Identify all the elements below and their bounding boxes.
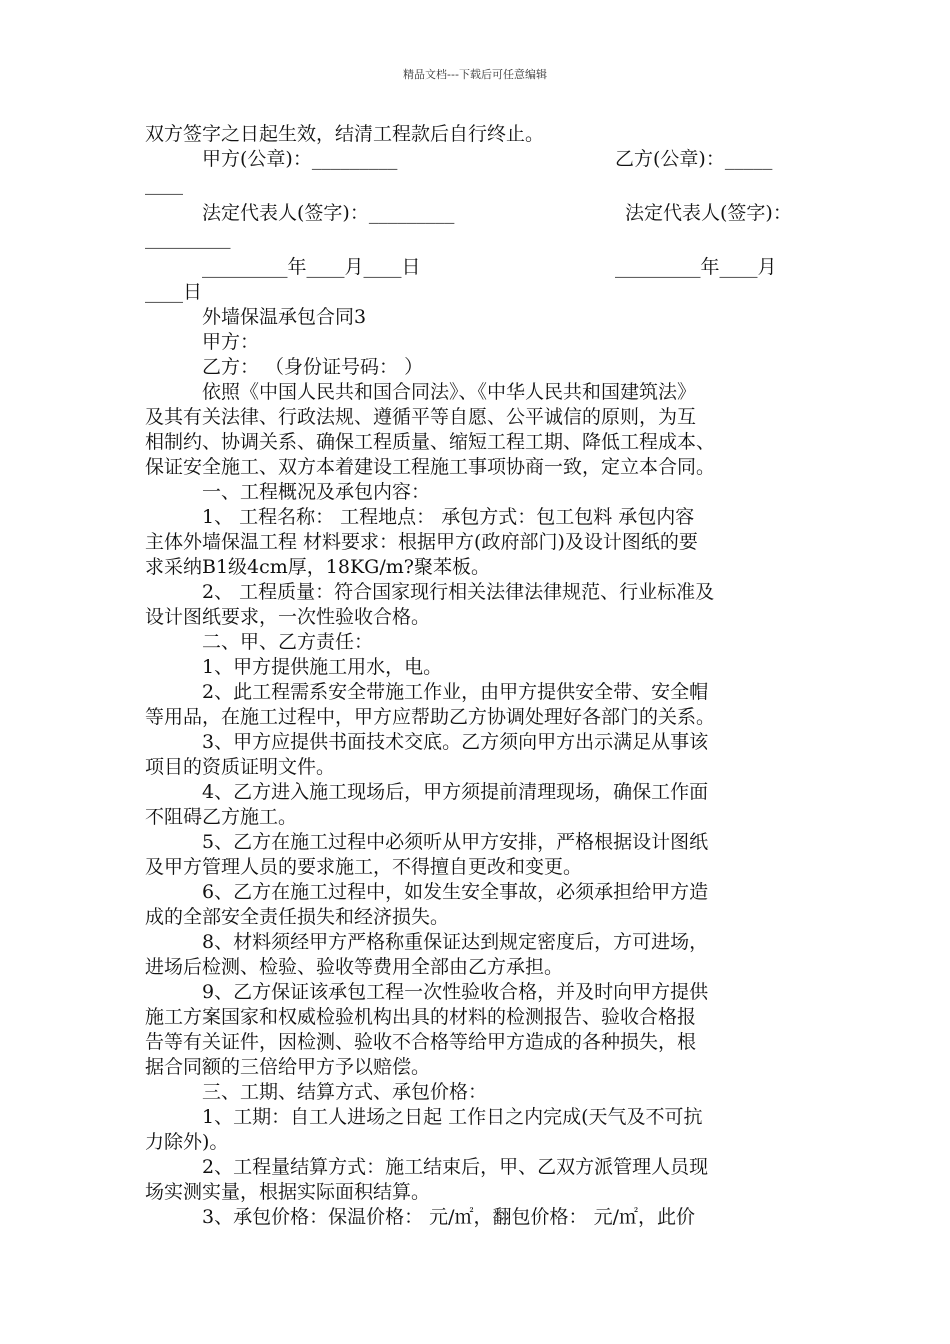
party-a-date: _________年____月____日 — [202, 256, 421, 278]
clause-line: 施工方案国家和权威检验机构出具的材料的检测报告、验收合格报 — [145, 1006, 697, 1028]
clause-line: 不阻碍乙方施工。 — [145, 806, 298, 828]
party-b-date: _________年____月 — [615, 256, 777, 278]
clause-line: 5、乙方在施工过程中必须听从甲方安排，严格根据设计图纸 — [202, 831, 709, 853]
rep-row — [145, 201, 810, 226]
clause-line: 成的全部安全责任损失和经济损失。 — [145, 906, 450, 928]
clause-line: 场实测实量，根据实际面积结算。 — [145, 1181, 431, 1203]
clause-line: 据合同额的三倍给甲方予以赔偿。 — [145, 1056, 431, 1078]
seal-row — [145, 147, 810, 172]
clause-line: 告等有关证件，因检测、验收不合格等给甲方造成的各种损失，根 — [145, 1031, 697, 1053]
party-b-date-cont: ____日 — [145, 281, 203, 303]
contract-document — [145, 122, 810, 1230]
clause-line: 力除外)。 — [145, 1131, 229, 1153]
clause-line: 3、承包价格：保温价格： 元/㎡，翻包价格： 元/㎡，此价 — [202, 1206, 695, 1228]
preamble-line: 依照《中国人民共和国合同法》、《中华人民共和国建筑法》 — [202, 381, 697, 403]
section-heading: 三、工期、结算方式、承包价格： — [202, 1081, 488, 1103]
page-header: 精品文档---下载后可任意编辑 — [403, 68, 547, 81]
clause-line: 9、乙方保证该承包工程一次性验收合格，并及时向甲方提供 — [202, 981, 709, 1003]
clause-line: 4、乙方进入施工现场后，甲方须提前清理现场，确保工作面 — [202, 781, 709, 803]
clause-line: 1、 工程名称： 工程地点： 承包方式：包工包料 承包内容 — [202, 506, 695, 528]
section-heading: 二、甲、乙方责任： — [202, 631, 374, 653]
clause-line: 求采纳B1级4cm厚，18KG/m?聚苯板。 — [145, 556, 490, 578]
clause-line: 2、 工程质量：符合国家现行相关法律法律规范、行业标准及 — [202, 581, 715, 603]
preamble-line: 相制约、协调关系、确保工程质量、缩短工程工期、降低工程成本、 — [145, 431, 716, 453]
clause-line: 2、工程量结算方式：施工结束后，甲、乙双方派管理人员现 — [202, 1156, 709, 1178]
clause-line: 等用品，在施工过程中，甲方应帮助乙方协调处理好各部门的关系。 — [145, 706, 716, 728]
date-row — [145, 255, 810, 280]
clause-line: 主体外墙保温工程 材料要求：根据甲方(政府部门)及设计图纸的要 — [145, 531, 698, 553]
party-a-rep: 法定代表人(签字)：_________ — [202, 202, 455, 224]
section-heading: 一、工程概况及承包内容： — [202, 481, 431, 503]
party-a-line: 甲方： — [202, 331, 260, 353]
clause-line: 3、甲方应提供书面技术交底。乙方须向甲方出示满足从事该 — [202, 731, 709, 753]
party-b-line: 乙方： （身份证号码： ） — [202, 356, 424, 378]
preamble-line: 及其有关法律、行政法规、遵循平等自愿、公平诚信的原则，为互 — [145, 406, 697, 428]
party-b-seal-cont: ____ — [145, 173, 183, 195]
party-b-seal: 乙方(公章)：_____ — [615, 148, 773, 170]
clause-line: 及甲方管理人员的要求施工，不得擅自更改和变更。 — [145, 856, 583, 878]
contract-title: 外墙保温承包合同3 — [202, 306, 367, 328]
clause-line: 2、此工程需系安全带施工作业，由甲方提供安全带、安全帽 — [202, 681, 709, 703]
party-b-rep: 法定代表人(签字)： — [625, 202, 792, 224]
clause-line: 项目的资质证明文件。 — [145, 756, 336, 778]
closing-sentence: 双方签字之日起生效，结清工程款后自行终止。 — [145, 123, 545, 145]
clause-line: 1、甲方提供施工用水，电。 — [202, 656, 443, 678]
party-a-seal: 甲方(公章)：_________ — [202, 148, 398, 170]
party-b-rep-cont: _________ — [145, 227, 231, 249]
clause-line: 1、工期：自工人进场之日起 工作日之内完成(天气及不可抗 — [202, 1106, 703, 1128]
preamble-line: 保证安全施工、双方本着建设工程施工事项协商一致，定立本合同。 — [145, 456, 716, 478]
clause-line: 设计图纸要求，一次性验收合格。 — [145, 606, 431, 628]
clause-line: 进场后检测、检验、验收等费用全部由乙方承担。 — [145, 956, 564, 978]
clause-line: 6、乙方在施工过程中，如发生安全事故，必须承担给甲方造 — [202, 881, 709, 903]
clause-line: 8、材料须经甲方严格称重保证达到规定密度后，方可进场， — [202, 931, 709, 953]
